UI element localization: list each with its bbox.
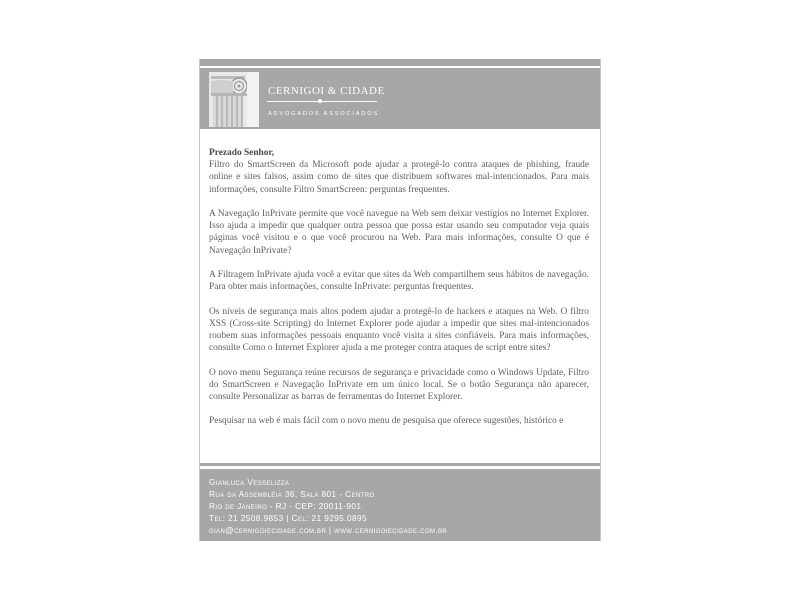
letter-body [209,147,589,453]
column-logo-icon [209,72,259,127]
firm-subtitle: ADVOGADOS ASSOCIADOS [268,111,380,117]
signer-name: Gianluca Vesselizza [209,477,290,487]
signer-address: Rua da Assembléia 36, Sala 801 - Centro [209,489,375,499]
paragraph-security-levels: Os níveis de segurança mais altos podem ajudar a protegê-lo de hackers e ataques na Web. O filtro XSS (Cross-site Scripting) do Internet Explorer pode ajudar a impedir que sites mal-intencionados roubem suas informações pessoais enquanto você visita a sites confiáveis. Para mais informações, consulte Como o Internet Explorer ajuda a me proteger contra ataques de script entre sites? [209,306,589,354]
footer-rule [200,463,600,466]
greeting: Prezado Senhor, [209,148,275,158]
letterhead [200,68,600,129]
paragraph-smartscreen: Filtro do SmartScreen da Microsoft pode ajudar a protegê-lo contra ataques de phishing, fraude online e sites falsos, assim como de sites que distribuem softwares mal-intencionados. Para mais informações, consulte Filtro SmartScreen: perguntas frequentes. [209,160,589,195]
firm-divider [267,101,377,102]
signature-footer [200,469,600,541]
paragraph-inprivate-browsing: A Navegação InPrivate permite que você navegue na Web sem deixar vestígios no Internet Explorer. Isso ajuda a impedir que qualquer outra pessoa que possa estar usando seu computador veja quais páginas você visitou e o que você procurou na Web. Para mais informações, consulte O que é Navegação InPrivate? [209,209,589,256]
paragraph-search: Pesquisar na web é mais fácil com o novo menu de pesquisa que oferece sugestões, histórico e [209,416,564,427]
firm-divider-dot [318,99,322,103]
signer-contacts: gian@cernigoiecidade.com.br | www.cernigoiecidade.com.br [209,525,448,535]
signer-phones: Tel: 21 2508.9853 | Cel: 21 9295.0895 [209,513,368,523]
firm-name: CERNIGOI & CIDADE [268,85,385,97]
letter-page [199,59,601,541]
paragraph-inprivate-filtering: A Filtragem InPrivate ajuda você a evitar que sites da Web compartilhem seus hábitos de navegação. Para obter mais informações, consulte InPrivate: perguntas frequentes. [209,270,589,293]
paragraph-security-menu: O novo menu Segurança reúne recursos de segurança e privacidade como o Windows Update, Filtro do SmartScreen e Navegação InPrivate em um único local. Se o botão Segurança não aparecer, consulte Personalizar as barras de ferramentas do Internet Explorer. [209,367,589,402]
signer-city: Rio de Janeiro - RJ - CEP: 20011-901 [209,501,362,511]
top-bar [200,59,600,66]
